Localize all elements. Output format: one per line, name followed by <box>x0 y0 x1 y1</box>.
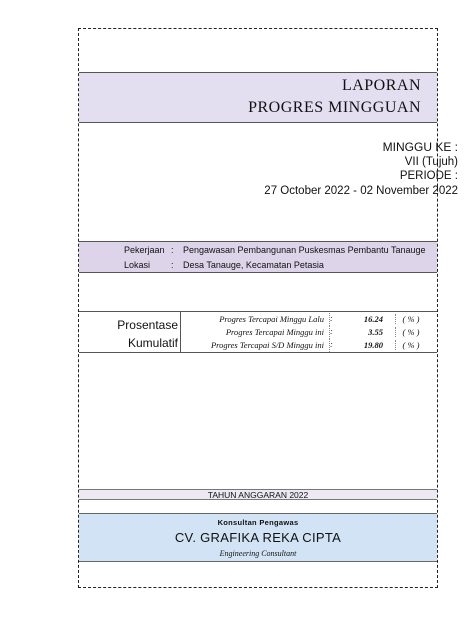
progress-row-this-week <box>181 326 437 339</box>
progress-row-sep: : <box>329 313 333 326</box>
progress-row-label: Progres Tercapai S/D Minggu ini <box>210 340 324 350</box>
week-value: VII (Tujuh) <box>404 155 458 168</box>
location-value: Desa Tanauge, Kecamatan Petasia <box>183 260 324 270</box>
progress-row-value: 19.80 <box>363 340 383 350</box>
progress-row-value: 16.24 <box>363 314 383 324</box>
job-value: Pengawasan Pembangunan Puskesmas Pembantu Tanauge <box>183 245 426 255</box>
report-title-line1: LAPORAN <box>341 77 421 94</box>
progress-label-line1: Prosentase <box>117 318 178 332</box>
title-band <box>79 72 437 123</box>
budget-year-band <box>79 489 437 500</box>
progress-row-label: Progres Tercapai Minggu ini <box>225 327 324 337</box>
job-row <box>124 245 426 255</box>
progress-label-cell <box>79 312 181 352</box>
progress-row-last-week <box>181 313 437 326</box>
location-row <box>124 260 324 270</box>
progress-row-label: Progres Tercapai Minggu Lalu <box>219 314 324 324</box>
progress-table <box>79 311 437 353</box>
period-value: 27 October 2022 - 02 November 2022 <box>264 184 458 197</box>
project-info-band <box>79 241 437 273</box>
location-label: Lokasi <box>124 260 151 270</box>
progress-row-value: 3.55 <box>368 327 383 337</box>
progress-row-unit: ( % ) <box>395 340 426 350</box>
progress-row-sep: : <box>329 339 333 352</box>
week-block <box>264 140 458 198</box>
budget-year: TAHUN ANGGARAN 2022 <box>207 490 309 500</box>
job-colon: : <box>171 245 174 255</box>
consultant-subtitle: Engineering Consultant <box>219 549 297 558</box>
job-label: Pekerjaan <box>124 245 165 255</box>
consultant-band <box>79 513 437 562</box>
progress-row-unit: ( % ) <box>395 327 426 337</box>
week-label: MINGGU KE : <box>382 140 458 154</box>
progress-row-unit: ( % ) <box>395 314 426 324</box>
period-label: PERIODE : <box>399 170 458 182</box>
consultant-label: Konsultan Pengawas <box>217 518 299 527</box>
consultant-name: CV. GRAFIKA REKA CIPTA <box>174 530 342 545</box>
report-title-line2: PROGRES MINGGUAN <box>248 99 421 116</box>
progress-label-line2: Kumulatif <box>127 336 178 350</box>
location-colon: : <box>171 260 174 270</box>
progress-row-cumulative <box>181 339 437 352</box>
progress-row-sep: : <box>329 326 333 339</box>
